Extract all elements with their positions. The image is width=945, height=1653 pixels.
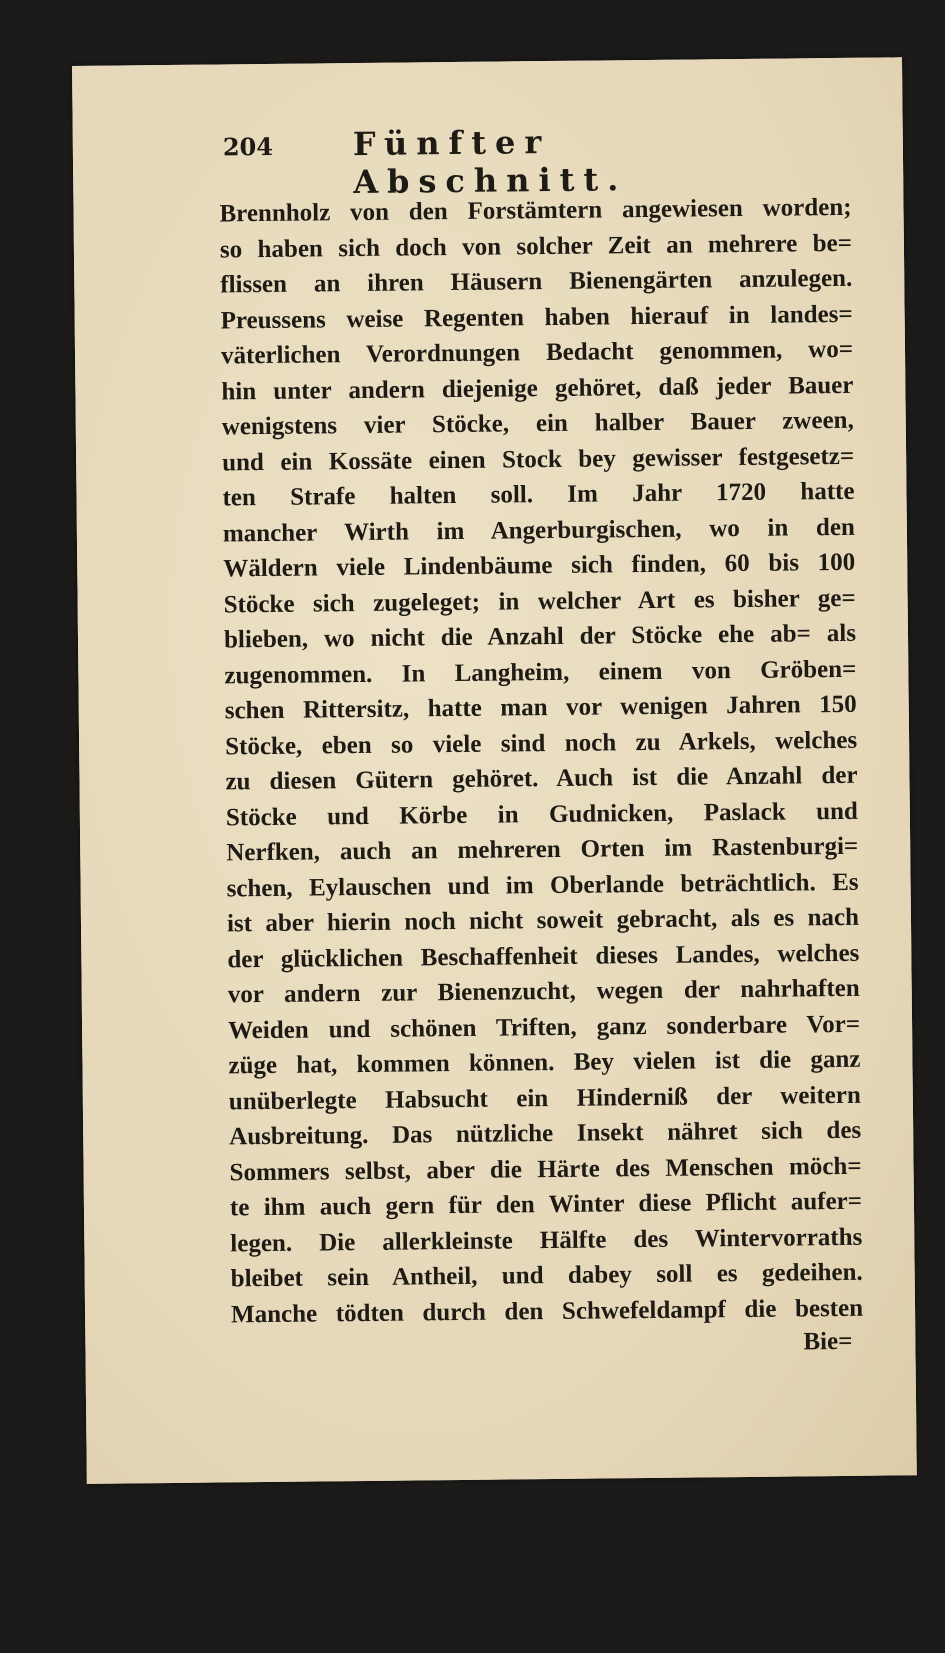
text-line: der glücklichen Beschaffenheit dieses Landes, welches bbox=[227, 939, 860, 973]
text-line: Ausbreitung. Das nützliche Insekt nähret sich des bbox=[229, 1116, 862, 1151]
text-line: schen Rittersitz, hatte man vor wenigen Jahren 150 bbox=[224, 690, 857, 725]
text-line: Preussens weise Regenten haben hierauf in landes= bbox=[220, 300, 853, 334]
text-line: Wäldern viele Lindenbäume sich finden, 60 bis 100 bbox=[223, 548, 856, 583]
running-title: Fünfter Abschnitt. bbox=[352, 122, 628, 202]
text-line: zu diesen Gütern gehöret. Auch ist die Anzahl der bbox=[225, 761, 858, 796]
text-line: wenigstens vier Stöcke, ein halber Bauer zween, bbox=[221, 406, 854, 441]
text-line: Nerfken, auch an mehreren Orten im Rastenburgi= bbox=[226, 832, 859, 867]
text-line: ten Strafe halten soll. Im Jahr 1720 hatte bbox=[222, 477, 855, 512]
text-line: legen. Die allerkleinste Hälfte des Wintervorraths bbox=[230, 1223, 863, 1257]
text-line: Brennholz von den Forstämtern angewiesen worden; bbox=[219, 193, 852, 228]
page-header bbox=[222, 121, 743, 202]
text-line: zugenommen. In Langheim, einem von Gröben= bbox=[224, 655, 857, 689]
text-line: väterlichen Verordnungen Bedacht genommen, wo= bbox=[220, 335, 854, 370]
text-line: schen, Eylauschen und im Oberlande beträchtlich. Es bbox=[226, 868, 859, 902]
page-number: 204 bbox=[222, 131, 274, 162]
body-text bbox=[219, 190, 863, 1333]
text-line: Stöcke und Körbe in Gudnicken, Paslack und bbox=[225, 797, 858, 831]
text-line: Manche tödten durch den Schwefeldampf die besten bbox=[230, 1294, 864, 1328]
text-line: ist aber hierin noch nicht soweit gebracht, als es nach bbox=[226, 903, 860, 938]
text-line: und ein Kossäte einen Stock bey gewisser festgesetz= bbox=[222, 442, 855, 476]
text-line: Stöcke sich zugeleget; in welcher Art es bisher ge= bbox=[223, 584, 856, 618]
book-page bbox=[72, 57, 917, 1484]
text-line: unüberlegte Habsucht ein Hinderniß der weitern bbox=[228, 1081, 861, 1115]
text-line: mancher Wirth im Angerburgischen, wo in den bbox=[222, 513, 856, 547]
text-line: te ihm auch gern für den Winter diese Pflicht aufer= bbox=[229, 1187, 863, 1222]
text-line: hin unter andern diejenige gehöret, daß jeder Bauer bbox=[221, 371, 854, 405]
text-line: Weiden und schönen Triften, ganz sonderbare Vor= bbox=[227, 1010, 861, 1044]
text-line: blieben, wo nicht die Anzahl der Stöcke ehe ab= als bbox=[223, 619, 857, 654]
text-line: Sommers selbst, aber die Härte des Menschen möch= bbox=[229, 1152, 862, 1186]
text-line: so haben sich doch von solcher Zeit an mehrere be= bbox=[219, 229, 853, 263]
text-line: Stöcke, eben so viele sind noch zu Arkels, welches bbox=[224, 726, 858, 760]
text-line: flissen an ihren Häusern Bienengärten anzulegen. bbox=[220, 264, 853, 299]
text-line: züge hat, kommen können. Bey vielen ist die ganz bbox=[228, 1045, 861, 1080]
catchword: Bie= bbox=[803, 1327, 853, 1356]
text-line: vor andern zur Bienenzucht, wegen der nahrhaften bbox=[227, 974, 860, 1009]
text-line: bleibet sein Antheil, und dabey soll es gedeihen. bbox=[230, 1258, 863, 1293]
